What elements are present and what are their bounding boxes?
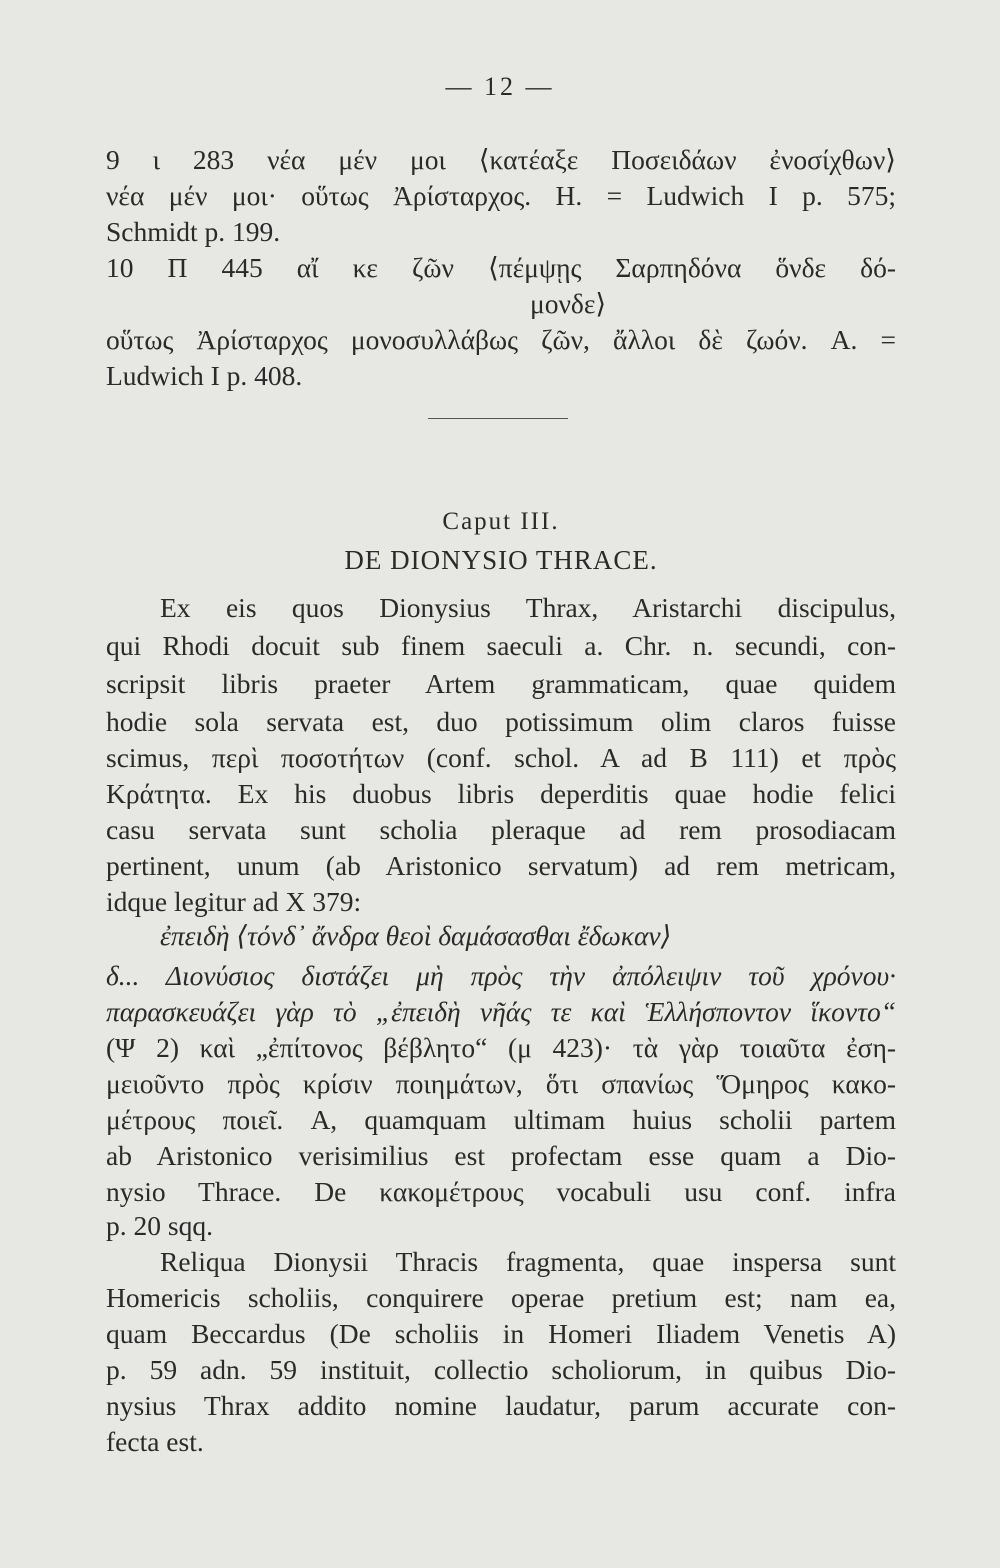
scholion-line-8: p. 20 sqq. bbox=[106, 1210, 213, 1241]
para1-line-1: Ex eis quos Dionysius Thrax, Aristarchi discipulus, bbox=[160, 592, 896, 623]
note-9-line-2: νέα μέν μοι· οὕτως Ἀρίσταρχος. H. = Ludwich I p. 575; bbox=[106, 180, 896, 211]
para2-line-1: Reliqua Dionysii Thracis fragmenta, quae inspersa sunt bbox=[160, 1246, 896, 1277]
section-divider bbox=[428, 418, 568, 419]
note-10-line-2: μονδε⟩ bbox=[530, 288, 607, 319]
chapter-title: DE DIONYSIO THRACE. bbox=[344, 545, 658, 575]
para2-line-6: fecta est. bbox=[106, 1426, 204, 1457]
scholion-line-5: μέτρους ποιεῖ. A, quamquam ultimam huius scholii partem bbox=[106, 1104, 896, 1135]
para2-line-4: p. 59 adn. 59 instituit, collectio scholiorum, in quibus Dio- bbox=[106, 1354, 896, 1385]
para2-line-5: nysius Thrax addito nomine laudatur, parum accurate con- bbox=[106, 1390, 896, 1421]
note-9-line-1: 9 ι 283 νέα μέν μοι ⟨κατέαξε Ποσειδάων ἐνοσίχθων⟩ bbox=[106, 144, 896, 175]
para2-line-3: quam Beccardus (De scholiis in Homeri Iliadem Venetis A) bbox=[106, 1318, 896, 1349]
note-10-line-3: οὕτως Ἀρίσταρχος μονοσυλλάβως ζῶν, ἄλλοι δὲ ζωόν. A. = bbox=[106, 324, 896, 355]
para1-line-8: pertinent, unum (ab Aristonico servatum) ad rem metricam, bbox=[106, 850, 896, 881]
page-number: — 12 — bbox=[445, 72, 555, 101]
scholion-line-4: μειοῦντο πρὸς κρίσιν ποιημάτων, ὅτι σπανίως Ὅμηρος κακο- bbox=[106, 1068, 896, 1099]
quoted-verse: ἐπειδὴ ⟨τόνδ᾽ ἄνδρα θεοὶ δαμάσασθαι ἔδωκαν⟩ bbox=[160, 920, 672, 951]
chapter-caption: Caput III. bbox=[442, 508, 560, 535]
note-10-line-1: 10 Π 445 αἴ κε ζῶν ⟨πέμψῃς Σαρπηδόνα ὅνδε δό- bbox=[106, 252, 896, 283]
para1-line-3: scripsit libris praeter Artem grammaticam, quae quidem bbox=[106, 668, 896, 699]
para1-line-9: idque legitur ad X 379: bbox=[106, 886, 362, 917]
scholion-line-7: nysio Thrace. De κακομέτρους vocabuli usu conf. infra bbox=[106, 1176, 896, 1207]
para1-line-5: scimus, περὶ ποσοτήτων (conf. schol. A ad B 111) et πρὸς bbox=[106, 742, 896, 773]
para1-line-4: hodie sola servata est, duo potissimum olim claros fuisse bbox=[106, 706, 896, 737]
scholion-line-1: δ... Διονύσιος διστάζει μὴ πρὸς τὴν ἀπόλειψιν τοῦ χρόνου· bbox=[106, 960, 896, 991]
note-10-line-4: Ludwich I p. 408. bbox=[106, 360, 303, 391]
scholion-line-6: ab Aristonico verisimilius est profectam esse quam a Dio- bbox=[106, 1140, 896, 1171]
scholion-line-3: (Ψ 2) καὶ „ἐπίτονος βέβλητο“ (μ 423)· τὰ γὰρ τοιαῦτα ἐση- bbox=[106, 1032, 896, 1063]
para1-line-2: qui Rhodi docuit sub finem saeculi a. Chr. n. secundi, con- bbox=[106, 630, 896, 661]
para1-line-6: Κράτητα. Ex his duobus libris deperditis quae hodie felici bbox=[106, 778, 896, 809]
para2-line-2: Homericis scholiis, conquirere operae pretium est; nam ea, bbox=[106, 1282, 896, 1313]
note-9-line-3: Schmidt p. 199. bbox=[106, 216, 281, 247]
para1-line-7: casu servata sunt scholia pleraque ad rem prosodiacam bbox=[106, 814, 896, 845]
scholion-line-2: παρασκευάζει γὰρ τὸ „ἐπειδὴ νῆάς τε καὶ Ἑλλήσποντον ἵκοντο“ bbox=[106, 996, 896, 1027]
